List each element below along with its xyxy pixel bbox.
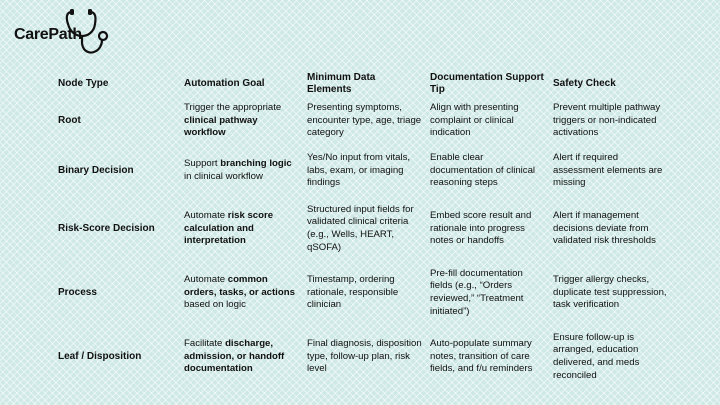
logo-text: CarePath — [14, 26, 82, 43]
documentation-tip-cell: Embed score result and rationale into progress notes or handoffs — [430, 210, 532, 247]
documentation-tip-cell: Auto-populate summary notes, transition of care fields, and f/u reminders — [430, 338, 533, 375]
stethoscope-icon — [60, 6, 112, 56]
automation-goal-cell: Trigger the appropriate clinical pathway workflow — [184, 102, 282, 139]
safety-check-cell: Alert if required assessment elements are missing — [553, 152, 663, 189]
node-type-cell: Binary Decision — [58, 164, 134, 176]
safety-check-cell: Trigger allergy checks, duplicate test suppression, task verification — [553, 274, 667, 311]
table-row — [54, 146, 674, 196]
table-row — [54, 196, 674, 262]
documentation-tip-cell: Pre-fill documentation fields (e.g., “Orders reviewed,” “Treatment initiated”) — [430, 267, 524, 317]
header-node-type: Node Type — [58, 78, 109, 89]
data-elements-cell: Final diagnosis, disposition type, follow-up plan, risk level — [307, 338, 422, 375]
automation-goal-cell: Facilitate discharge, admission, or handoff documentation — [184, 338, 285, 375]
pathway-node-table — [54, 72, 674, 390]
header-documentation-support-tip: Documentation Support Tip — [430, 72, 544, 95]
safety-check-cell: Prevent multiple pathway triggers or non-indicated activations — [553, 102, 661, 139]
node-type-cell: Root — [58, 114, 81, 126]
table-row — [54, 262, 674, 324]
documentation-tip-cell: Align with presenting complaint or clinical indication — [430, 102, 519, 139]
table-row — [54, 324, 674, 390]
automation-goal-cell: Automate risk score calculation and interpretation — [184, 210, 274, 247]
data-elements-cell: Yes/No input from vitals, labs, exam, or imaging findings — [307, 152, 411, 189]
data-elements-cell: Timestamp, ordering rationale, responsible clinician — [307, 274, 399, 311]
safety-check-cell: Alert if management decisions deviate from validated risk thresholds — [553, 210, 656, 247]
documentation-tip-cell: Enable clear documentation of clinical reasoning steps — [430, 152, 536, 189]
data-elements-cell: Structured input fields for validated clinical criteria (e.g., Wells, HEART, qSOFA) — [307, 203, 414, 253]
automation-goal-cell: Automate common orders, tasks, or actions based on logic — [184, 274, 295, 311]
table-header-row — [54, 72, 674, 96]
node-type-cell: Process — [58, 286, 97, 298]
node-type-cell: Risk-Score Decision — [58, 222, 155, 234]
data-elements-cell: Presenting symptoms, encounter type, age, triage category — [307, 102, 422, 139]
automation-goal-cell: Support branching logic in clinical workflow — [184, 158, 292, 182]
safety-check-cell: Ensure follow-up is arranged, education delivered, and meds reconciled — [553, 331, 640, 381]
header-safety-check: Safety Check — [553, 78, 616, 89]
header-automation-goal: Automation Goal — [184, 78, 265, 89]
node-type-cell: Leaf / Disposition — [58, 350, 142, 362]
table-row — [54, 96, 674, 146]
header-minimum-data-elements: Minimum Data Elements — [307, 72, 376, 95]
